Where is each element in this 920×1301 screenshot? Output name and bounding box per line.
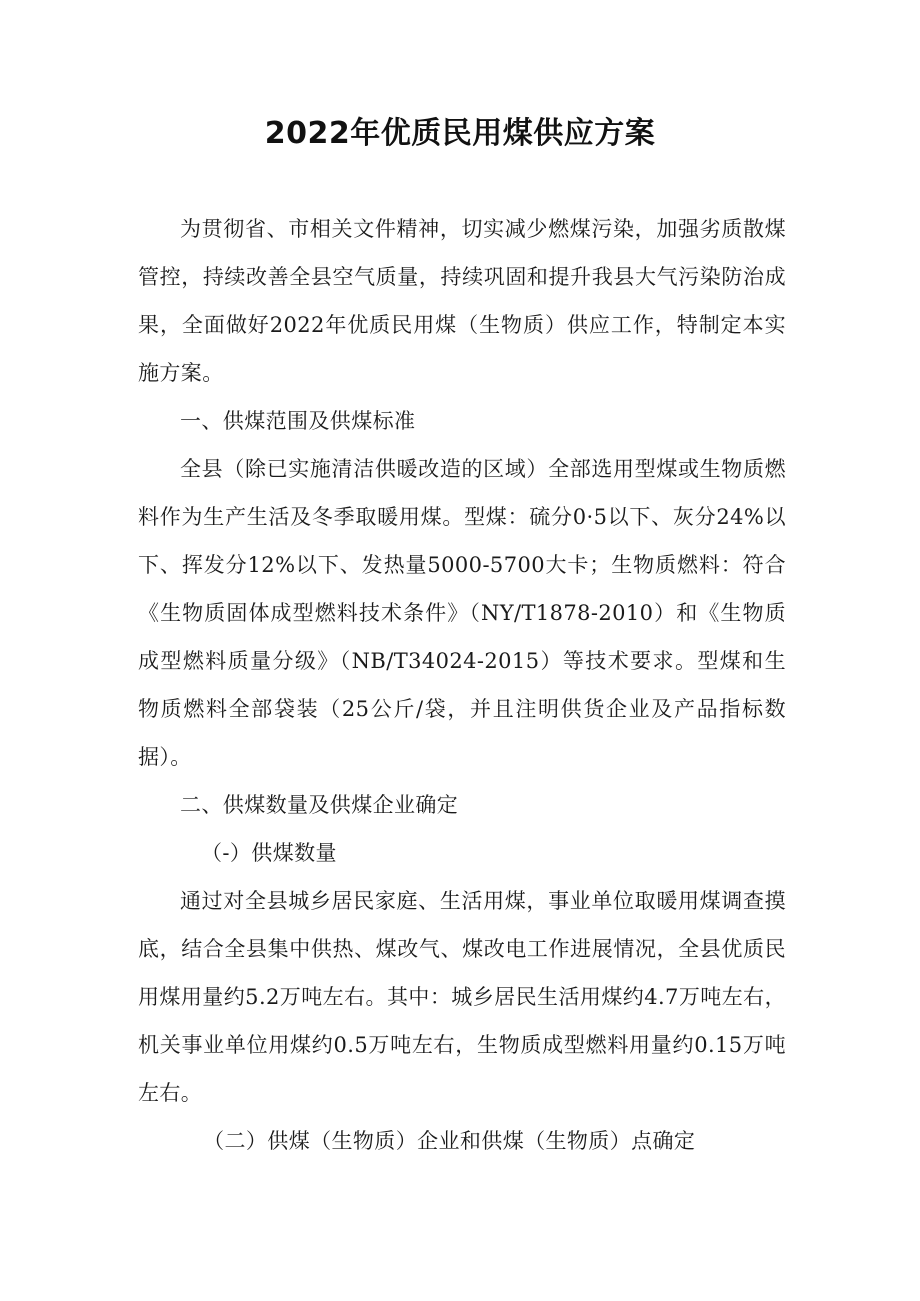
section2-sub1-paragraph: 通过对全县城乡居民家庭、生活用煤，事业单位取暖用煤调查摸底，结合全县集中供热、煤改气、煤改电工作进展情况，全县优质民用煤用量约5.2万吨左右。其中：城乡居民生活用煤约4.7万吨左右，机关事业单位用煤约0.5万吨左右，生物质成型燃料用量约0.15万吨左右。 bbox=[138, 889, 786, 1105]
intro-paragraph: 为贯彻省、市相关文件精神，切实减少燃煤污染，加强劣质散煤管控，持续改善全县空气质量，持续巩固和提升我县大气污染防治成果，全面做好2022年优质民用煤（生物质）供应工作，特制定本实施方案。 bbox=[138, 217, 786, 385]
document-title: 2022年优质民用煤供应方案 bbox=[264, 116, 656, 151]
section2-sub1-heading: （-）供煤数量 bbox=[201, 841, 337, 865]
section2-heading: 二、供煤数量及供煤企业确定 bbox=[180, 793, 459, 817]
document-body bbox=[138, 205, 786, 1165]
section1-heading: 一、供煤范围及供煤标准 bbox=[180, 409, 416, 433]
section1-paragraph: 全县（除已实施清洁供暖改造的区域）全部选用型煤或生物质燃料作为生产生活及冬季取暖用煤。型煤：硫分0·5以下、灰分24%以下、挥发分12%以下、发热量5000-5700大卡；生物质燃料：符合《生物质固体成型燃料技术条件》（NY/T1878-2010）和《生物质成型燃料质量分级》（NB/T34024-2015）等技术要求。型煤和生物质燃料全部袋装（25公斤/袋，并且注明供货企业及产品指标数据）。 bbox=[138, 457, 786, 769]
section2-sub2-heading: （二）供煤（生物质）企业和供煤（生物质）点确定 bbox=[203, 1129, 696, 1153]
